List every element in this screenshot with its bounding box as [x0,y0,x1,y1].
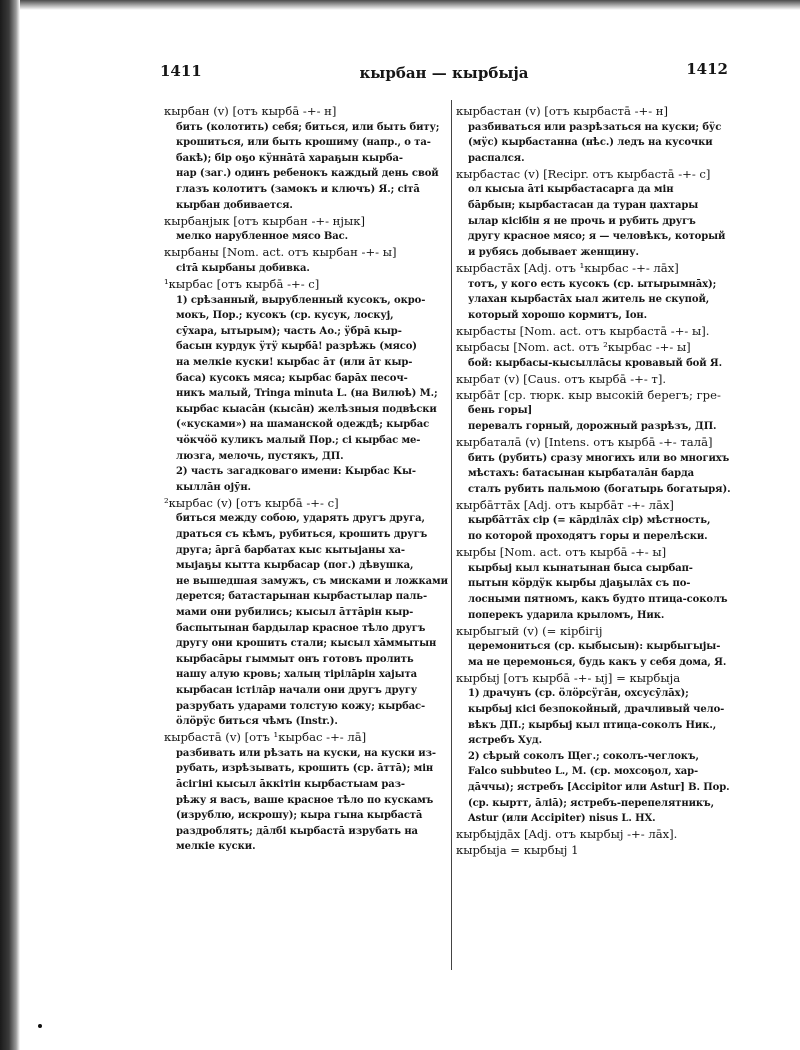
entry-definition-line: друга; āргā барбатах кыс кытыјаны ха- [176,544,405,556]
dictionary-entry [456,843,738,859]
dictionary-entry [164,730,450,855]
entry-headword: кырбасты [Nom. act. отъ кырбастā -+- ы]. [456,323,710,338]
entry-definition-line: биться между собою, ударять другъ друга, [176,513,425,525]
entry-definition-line: мами они рубились; кысыл āттāрін кыр- [176,607,414,618]
page-top-shadow [0,0,800,10]
entry-headword: ¹кырбас [отъ кырбā -+- с] [164,277,320,292]
entry-definition-line: сӯхара, ытырым); часть Ао.; ӱбрā кыр- [176,325,402,337]
column-divider [451,100,452,970]
entry-definition-line: чӧкчӧӧ куликъ малый Пор.; сі кырбас ме- [176,434,421,446]
entry-definition-line: драться съ кѣмъ, рубиться, крошить другъ [176,529,428,541]
entry-headword: кырбаталā (v) [Intens. отъ кырбā -+- талā] [456,434,713,449]
entry-definition-line: поперекъ ударила крыломъ, Ник. [468,609,665,621]
dictionary-entry [164,496,450,730]
entry-definition-line: улахан кырбастāх ыал житель не скупой, [468,294,710,306]
left-column [164,104,450,856]
entry-definition-line: дерется; батастарынан кырбастылар паль- [176,591,428,603]
entry-definition-line: другу они крошить стали; кысыл хāммытын [176,638,437,650]
entry-definition-line: не вышедшая замужъ, съ мисками и ложками [176,575,448,587]
entry-headword: кырбыј [отъ кырбā -+- ыј] = кырбыја [456,670,681,685]
dictionary-entry [456,827,738,843]
entry-definition-line: мелкіе куски. [176,841,256,853]
entry-definition-line: ол кысыа āті кырбастасарга да мін [468,184,674,196]
dictionary-entry [456,545,738,623]
entry-definition-line: бāрбын; кырбастасан да туран џахтары [468,200,699,212]
entry-definition-line: басын курдук ӱтӱ кырбā! разрѣжь (мясо) [176,341,417,353]
running-title: кырбан — кырбыја [359,64,529,82]
entry-definition-line: люзга, мелочь, пустякъ, ДП. [176,450,344,462]
dictionary-entry [456,498,738,545]
dictionary-entry [456,324,738,340]
dictionary-entry [456,167,738,261]
entry-definition-line: кырбāттāх сір (= кāрділāх сір) мѣстность, [468,515,711,527]
entry-definition-line: баса) кусокъ мяса; кырбас барāх песоч- [176,372,408,384]
entry-definition-line: никъ малый, Tringa minuta L. (на Вилюѣ) М.; [176,388,438,400]
entry-definition-line: 2) часть загадковаго имени: Кырбас Кы- [176,466,416,478]
entry-headword: кырбы [Nom. act. отъ кырбā -+- ы] [456,545,667,560]
dictionary-entry [456,435,738,497]
dictionary-entry [164,277,450,495]
entry-headword: кырбыјдāх [Adj. отъ кырбыј -+- лāх]. [456,827,678,842]
entry-headword: кырбāттāх [Adj. отъ кырбāт -+- лāх] [456,497,674,512]
entry-headword: кырбастāх [Adj. отъ ¹кырбас -+- лāх] [456,260,679,275]
entry-definition-line: кыллāн ојӯн. [176,481,251,493]
entry-definition-line: тотъ, у кого есть кусокъ (ср. ытырымнāх); [468,278,717,290]
dictionary-entry [456,624,738,671]
entry-definition-line: 1) срѣзанный, вырубленный кусокъ, окро- [176,294,426,306]
dictionary-entry [456,104,738,166]
dictionary-entry [456,261,738,323]
entry-definition-line: крошиться, или быть крошиму (напр., о та- [176,137,431,149]
entry-definition-line: кырбан добивается. [176,199,293,211]
entry-headword: кырбастā (v) [отъ ¹кырбас -+- лā] [164,730,367,745]
entry-definition-line: мокъ, Пор.; кусокъ (ср. кусук, лоскуј, [176,310,394,322]
entry-definition-line: бить (колотить) себя; биться, или быть биту; [176,121,440,133]
dictionary-entry [456,671,738,827]
entry-definition-line: мыјаҕы кытта кырбасар (пог.) дѣвушка, [176,560,414,572]
entry-headword: ²кырбас (v) [отъ кырбā -+- с] [164,495,339,510]
entry-definition-line: нашу алую кровь; халың тірілāрін хајыта [176,669,418,681]
entry-definition-line: рубать, изрѣзывать, крошить (ср. āттā); мін [176,763,434,775]
stray-ink-dot [38,1024,42,1028]
entry-definition-line: ӧлӧрӱс биться чѣмъ (Instr.). [176,716,338,728]
entry-definition-line: раздроблять; дāлбі кырбастā изрубать на [176,825,418,837]
entry-definition-line: нар (заг.) одинъ ребенокъ каждый день свой [176,168,439,180]
entry-definition-line: сталъ рубить пальмою (богатырь богатыря). [468,483,731,495]
entry-definition-line: глазъ колотитъ (замокъ и ключъ) Я.; сітā [176,183,420,195]
entry-headword: кырбāт [ср. тюрк. кыр высокій берегъ; гре- [456,387,721,402]
entry-definition-line: бень горы] [468,405,533,417]
book-binding-shadow [0,0,20,1050]
entry-definition-line: перевалъ горный, дорожный разрѣзъ, ДП. [468,420,717,432]
dictionary-entry [164,214,450,245]
dictionary-entry [164,245,450,276]
dictionary-entry [456,372,738,388]
entry-headword: кырбастас (v) [Recipr. отъ кырбастā -+- с] [456,166,711,181]
entry-definition-line: кырбасāры гыммыт онъ готовъ пролить [176,653,414,665]
entry-definition-line: на мелкіе куски! кырбас āт (или āт кыр- [176,357,413,368]
entry-headword: кырбаны [Nom. act. отъ кырбан -+- ы] [164,245,397,260]
entry-definition-line: пытын кӧрдӱк кырбы дјаҕылāх съ по- [468,578,691,590]
page-number-right: 1412 [686,60,728,78]
entry-definition-line: (ср. кыртт, āліā); ястребъ-перепелятникъ, [468,797,714,809]
entry-definition-line: дāччы); ястребъ [Accipitor или Astur] В. Пор. [468,782,730,794]
page-number-left: 1411 [160,62,202,80]
entry-definition-line: мѣстахъ: батасынан кырбаталāн барда [468,468,695,480]
dictionary-entry [164,104,450,213]
dictionary-entry [456,340,738,371]
entry-definition-line: («кусками») на шаманской одеждѣ; кырбас [176,419,430,431]
entry-definition-line: (мӱс) кырбастанна (нѣс.) ледъ на кусочки [468,137,713,149]
entry-headword: кырбастан (v) [отъ кырбастā -+- н] [456,104,669,118]
dictionary-entry [456,388,738,435]
entry-definition-line: который хорошо кормитъ, Іон. [468,309,648,321]
entry-definition-line: кырбыј кісі безпокойный, драчливый чело- [468,704,725,716]
entry-definition-line: сітā кырбаны добивка. [176,262,310,274]
page-header [160,62,728,88]
entry-definition-line: кырбасан істілāр начали они другъ другу [176,684,418,696]
entry-definition-line: бить (рубить) сразу многихъ или во многихъ [468,452,730,464]
entry-definition-line: бакѣ); бір оҕо кӱннāтā хараҕын кырба- [176,152,403,164]
entry-headword: кырбыја = кырбыј 1 [456,843,579,858]
entry-headword: кырбат (v) [Caus. отъ кырбā -+- т]. [456,371,667,386]
entry-definition-line: бой: кырбасы-кысыллāсы кровавый бой Я. [468,357,723,369]
entry-definition-line: Falco subbuteo L., М. (ср. мохсоҕол, хар- [468,766,699,778]
right-column [456,104,738,860]
entry-definition-line: кырбас кыасāн (кысāн) желѣзныя подвѣски [176,403,437,415]
entry-headword: кырбасы [Nom. act. отъ ²кырбас -+- ы] [456,339,691,354]
entry-definition-line: разбивать или рѣзать на куски, на куски из- [176,747,436,759]
entry-definition-line: баспытынан бардылар красное тѣло другъ [176,622,426,634]
entry-definition-line: распался. [468,152,525,164]
entry-definition-line: лосными пятномъ, какъ будто птица-соколъ [468,593,728,605]
entry-definition-line: по которой проходятъ горы и перелѣски. [468,531,708,543]
entry-definition-line: разрубать ударами толстую кожу; кырбас- [176,700,426,712]
entry-definition-line: 1) драчунъ (ср. ӧлӧрсӱгāн, охсусӯлāх); [468,688,689,700]
entry-headword: кырбан (v) [отъ кырбā -+- н] [164,104,337,118]
entry-headword: кырбыгый (v) (= кірбігіј [456,623,603,638]
entry-definition-line: и рубясь добывает женщину. [468,246,639,258]
entry-definition-line: āсігіні кысыл āккітін кырбастыам раз- [176,779,405,791]
entry-definition-line: разбиваться или разрѣзаться на куски; бӱс [468,121,722,133]
entry-definition-line: Astur (или Accipiter) nisus L. НХ. [468,813,656,825]
entry-definition-line: мелко нарубленное мясо Вас. [176,231,349,243]
entry-headword: кырбанјык [отъ кырбан -+- нјык] [164,213,365,228]
entry-definition-line: ма не церемонься, будь какъ у себя дома, Я. [468,656,727,668]
entry-definition-line: другу красное мясо; я — человѣкъ, который [468,231,726,243]
entry-definition-line: (изрублю, искрошу); кыра гына кырбастā [176,810,423,822]
entry-definition-line: кырбыј кыл кынатынан быса сырбап- [468,562,693,574]
entry-definition-line: 2) сѣрый соколъ Щег.; соколъ-чеглокъ, [468,750,699,762]
entry-definition-line: рѣжу я васъ, ваше красное тѣло по кускамъ [176,794,434,806]
entry-definition-line: вѣкъ ДП.; кырбыј кыл птица-соколъ Ник., [468,719,717,731]
entry-definition-line: церемониться (ср. кыбысын): кырбыгыјы- [468,641,721,653]
entry-definition-line: ылар кісібін я не прочь и рубить другъ [468,215,696,227]
entry-definition-line: ястребъ Худ. [468,735,542,747]
